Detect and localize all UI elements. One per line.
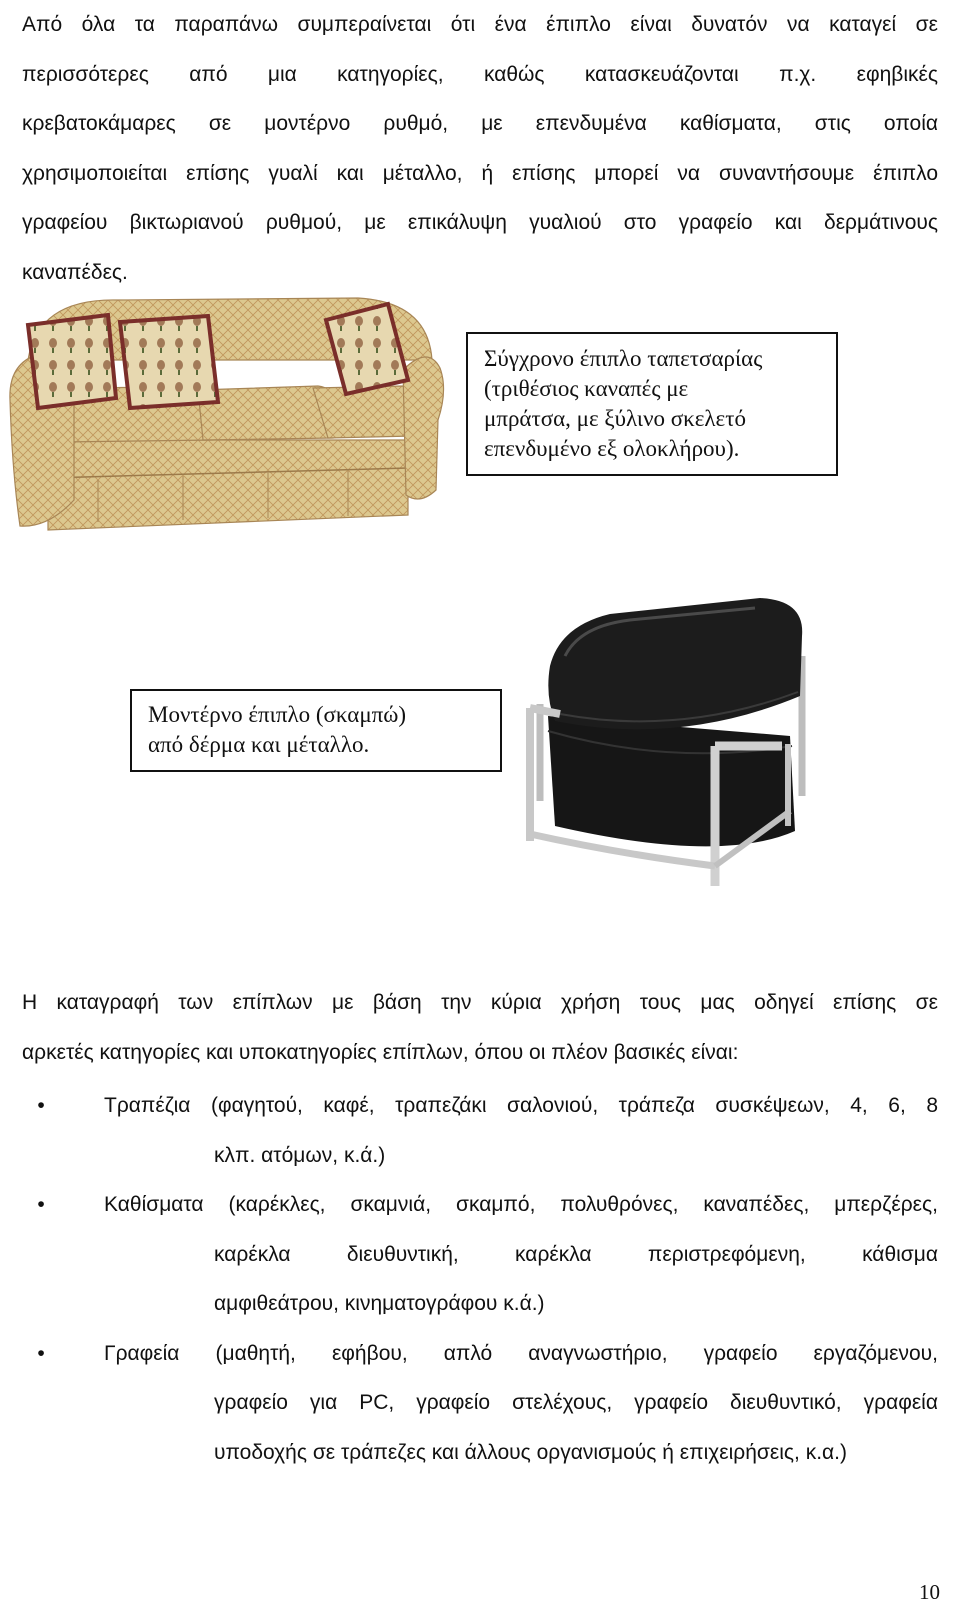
intro-line: περισσότερες από μια κατηγορίες, καθώς κατασκευάζονται π.χ. εφηβικές <box>22 62 938 86</box>
intro-line: γραφείου βικτωριανού ρυθμού, με επικάλυψη γυαλιού στο γραφείο και δερμάτινους <box>22 211 938 234</box>
ottoman-image <box>520 596 830 896</box>
page-number: 10 <box>919 1580 940 1604</box>
intro-line: καναπέδες. <box>22 260 128 284</box>
intro-line: χρησιμοποιείται επίσης γυαλί και μέταλλο, ή επίσης μπορεί να συναντήσουμε έπιπλο <box>22 161 938 185</box>
sofa-image <box>8 290 450 550</box>
sofa-caption-line: επενδυμένο εξ ολοκλήρου). <box>484 436 740 461</box>
list-item-line: Καθίσματα (καρέκλες, σκαμνιά, σκαμπό, πολυθρόνες, καναπέδες, μπερζέρες, <box>104 1193 938 1216</box>
list-item-line: αμφιθεάτρου, κινηματογράφου κ.ά.) <box>214 1292 545 1315</box>
list-item-line: καρέκλα διευθυντική, καρέκλα περιστρεφόμενη, κάθισμα <box>214 1242 938 1266</box>
categories-line: Η καταγραφή των επίπλων με βάση την κύρια χρήση τους μας οδηγεί επίσης σε <box>22 991 938 1014</box>
bullet-icon: • <box>37 1341 45 1365</box>
bullet-icon: • <box>37 1094 45 1117</box>
intro-line: κρεβατοκάμαρες σε μοντέρνο ρυθμό, με επενδυμένα καθίσματα, στις οποία <box>22 112 938 135</box>
sofa-caption-line: μπράτσα, με ξύλινο σκελετό <box>484 406 746 431</box>
list-item-line: γραφείο για PC, γραφείο στελέχους, γραφείο διευθυντικό, γραφεία <box>214 1391 938 1414</box>
list-item-line: Γραφεία (μαθητή, εφήβου, απλό αναγνωστήριο, γραφείο εργαζόμενου, <box>104 1341 938 1365</box>
list-item-desks <box>22 1329 938 1478</box>
intro-line: Από όλα τα παραπάνω συμπεραίνεται ότι ένα έπιπλο είναι δυνατόν να καταγεί σε <box>22 13 938 36</box>
list-item-line: Τραπέζια (φαγητού, καφέ, τραπεζάκι σαλονιού, τράπεζα συσκέψεων, 4, 6, 8 <box>104 1094 938 1117</box>
list-item-tables <box>22 1081 938 1180</box>
sofa-caption <box>466 332 838 476</box>
furniture-category-list <box>22 1081 938 1477</box>
ottoman-caption-line: Μοντέρνο έπιπλο (σκαμπώ) <box>148 702 407 727</box>
categories-line: αρκετές κατηγορίες και υποκατηγορίες επίπλων, όπου οι πλέον βασικές είναι: <box>22 1040 739 1064</box>
list-item-seating <box>22 1180 938 1329</box>
sofa-caption-line: (τριθέσιος καναπές με <box>484 376 689 401</box>
ottoman-caption <box>130 689 502 772</box>
ottoman-caption-line: από δέρμα και μέταλλο. <box>148 732 370 757</box>
sofa-caption-line: Σύγχρονο έπιπλο ταπετσαρίας <box>484 346 763 371</box>
list-item-line: υποδοχής σε τράπεζες και άλλους οργανισμούς ή επιχειρήσεις, κ.α.) <box>214 1440 848 1464</box>
categories-paragraph <box>22 978 938 1077</box>
intro-paragraph <box>22 0 938 297</box>
list-item-line: κλπ. ατόμων, κ.ά.) <box>214 1143 386 1167</box>
bullet-icon: • <box>37 1193 45 1216</box>
